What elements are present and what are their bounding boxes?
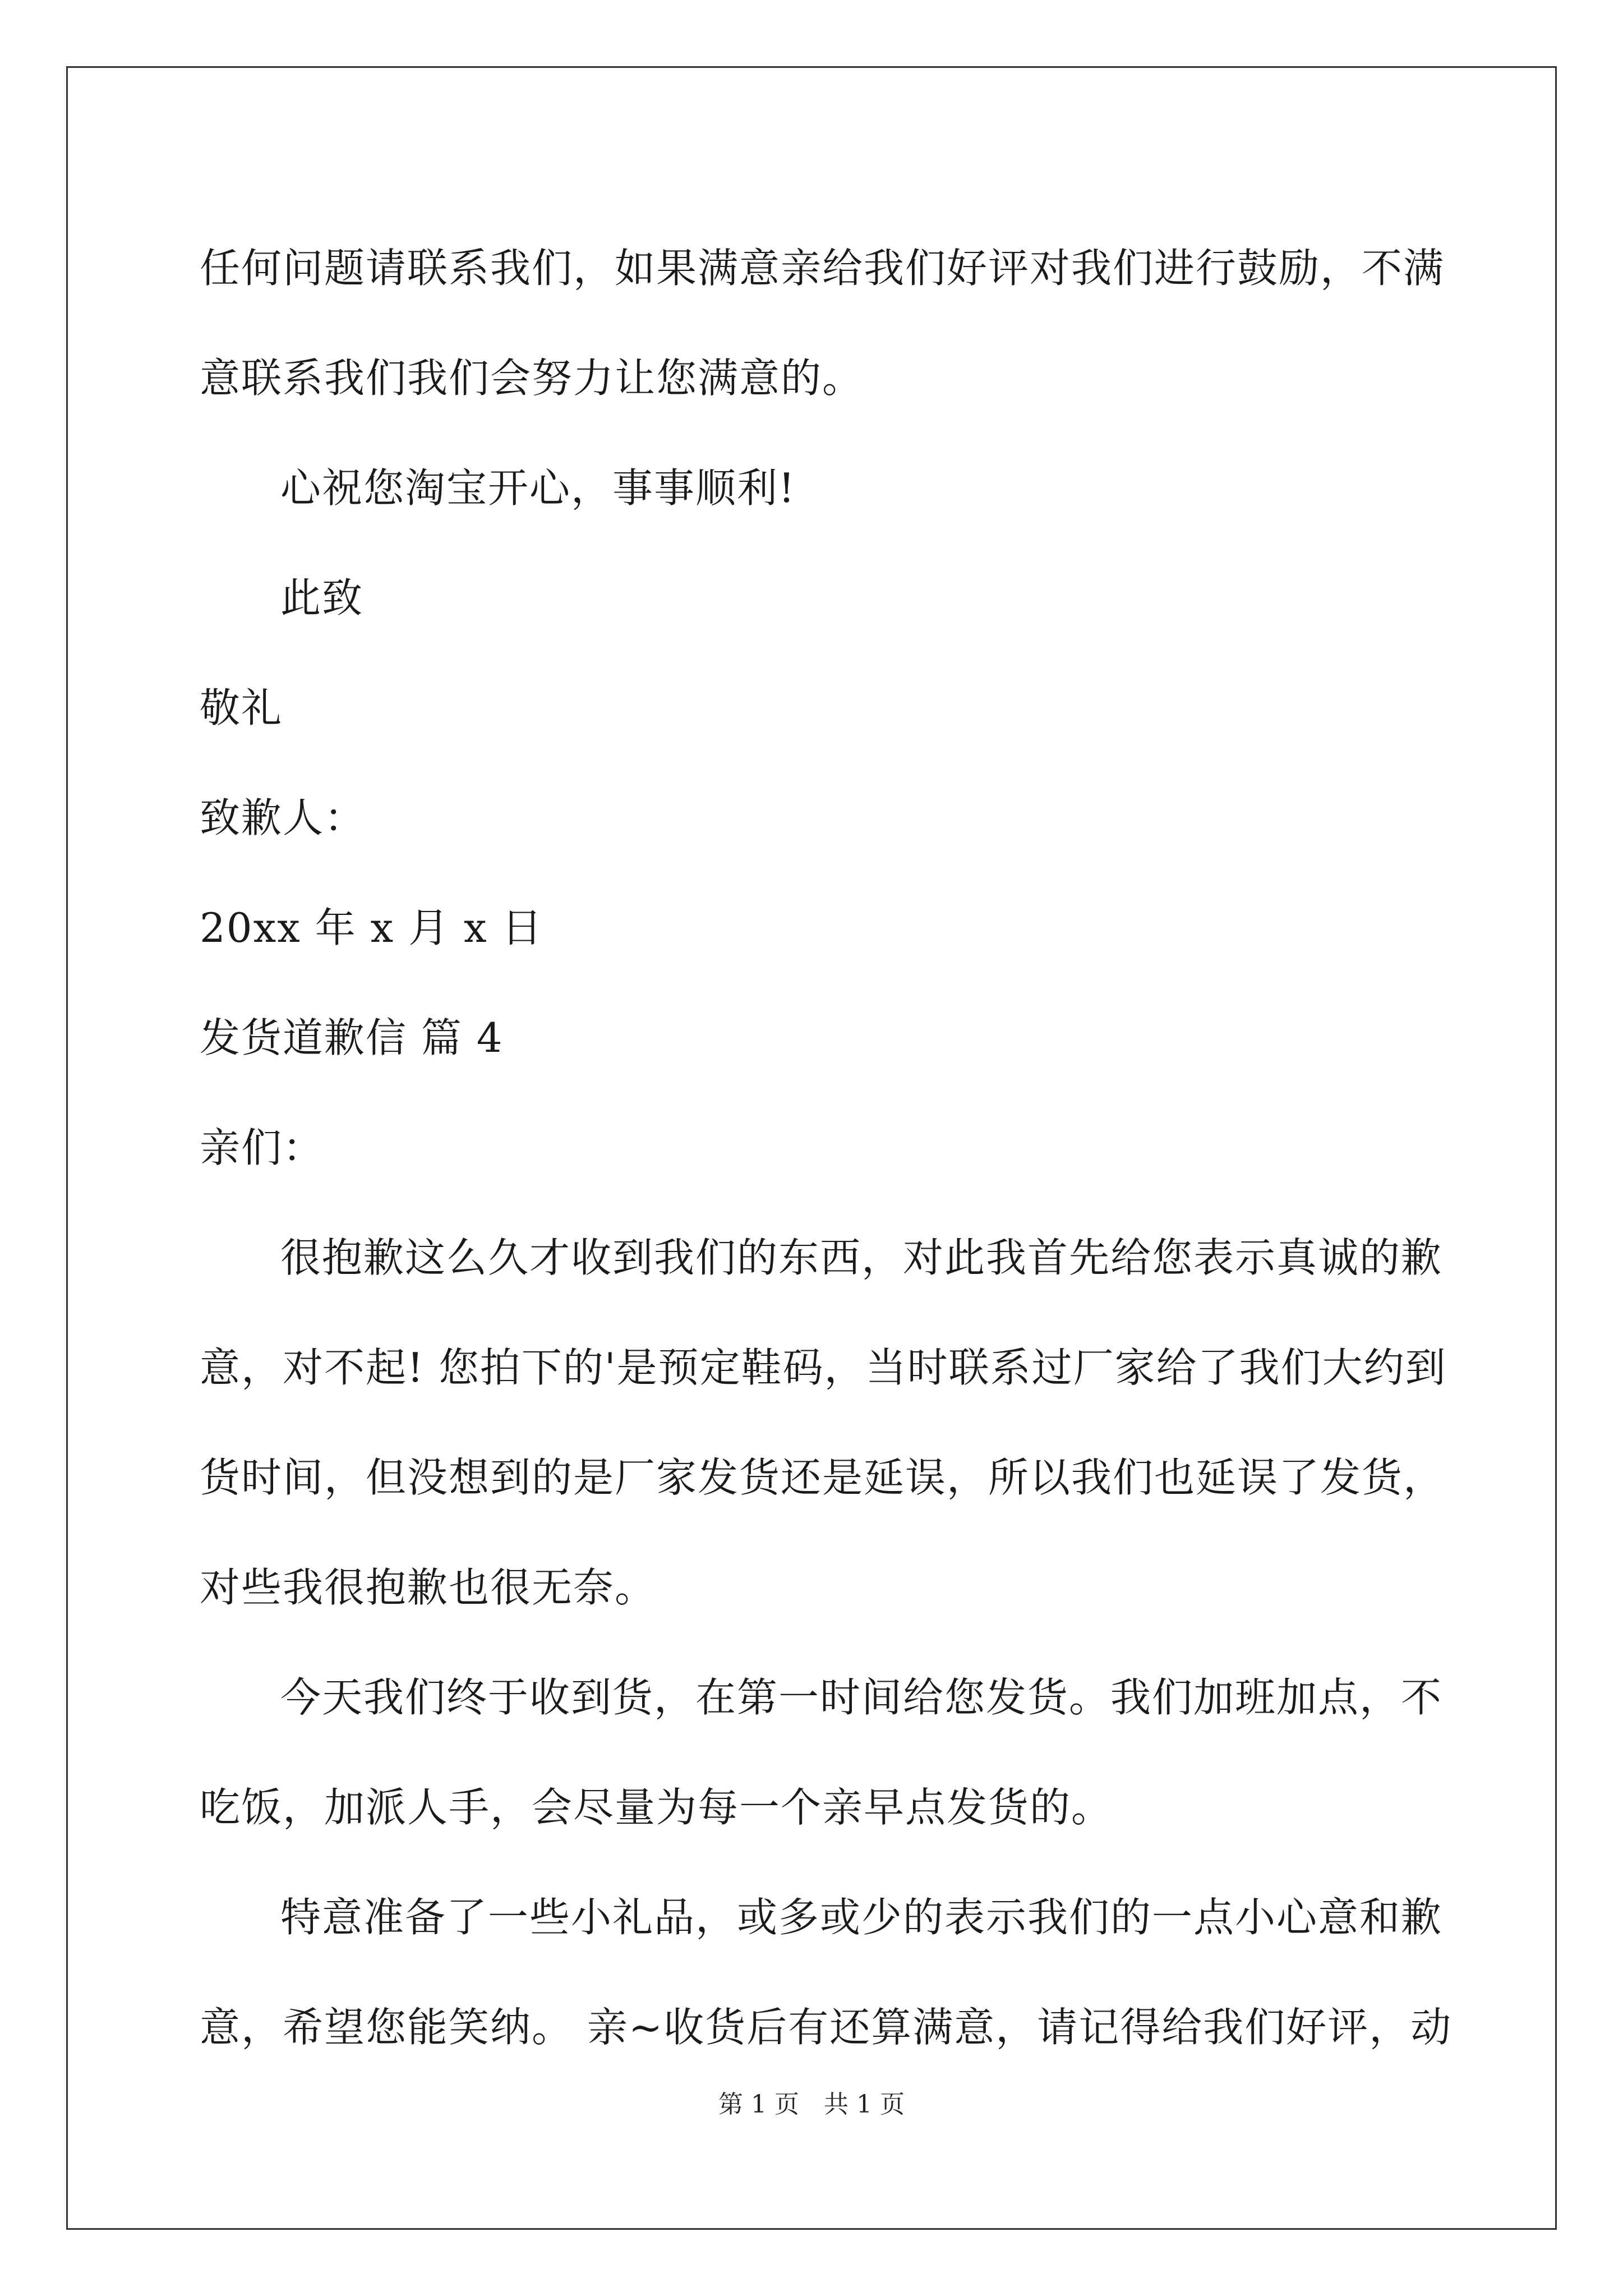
section-heading: 发货道歉信 篇 4 xyxy=(200,1014,504,1061)
paragraph-3-line-2: 意，希望您能笑纳。 亲~收货后有还算满意，请记得给我们好评，动 xyxy=(200,2004,1453,2051)
date-line: 20xx 年 x 月 x 日 xyxy=(200,904,543,951)
closing-salutation: 此致 xyxy=(280,574,364,622)
page-number-footer: 第 1 页 共 1 页 xyxy=(718,2090,905,2119)
text-line-2: 意联系我们我们会努力让您满意的。 xyxy=(200,355,864,402)
paragraph-2-line-1: 今天我们终于收到货，在第一时间给您发货。我们加班加点，不 xyxy=(280,1674,1443,1721)
greeting: 亲们： xyxy=(200,1124,325,1171)
paragraph-1-line-2: 意，对不起! 您拍下的'是预定鞋码，当时联系过厂家给了我们大约到 xyxy=(200,1344,1447,1391)
paragraph-1-line-4: 对些我很抱歉也很无奈。 xyxy=(200,1564,657,1611)
closing-regards: 敬礼 xyxy=(200,684,283,731)
text-line-1: 任何问题请联系我们，如果满意亲给我们好评对我们进行鼓励，不满 xyxy=(200,245,1445,292)
document-body xyxy=(200,213,1453,2082)
paragraph-3-line-1: 特意准备了一些小礼品，或多或少的表示我们的一点小心意和歉 xyxy=(280,1894,1443,1941)
paragraph-2-line-2: 吃饭，加派人手，会尽量为每一个亲早点发货的。 xyxy=(200,1784,1113,1831)
paragraph-1-line-3: 货时间，但没想到的是厂家发货还是延误，所以我们也延误了发货， xyxy=(200,1454,1445,1501)
paragraph-1-line-1: 很抱歉这么久才收到我们的东西，对此我首先给您表示真诚的歉 xyxy=(280,1234,1443,1281)
signature-label: 致歉人： xyxy=(200,794,366,841)
text-line-wish: 心祝您淘宝开心，事事顺利! xyxy=(280,464,796,512)
